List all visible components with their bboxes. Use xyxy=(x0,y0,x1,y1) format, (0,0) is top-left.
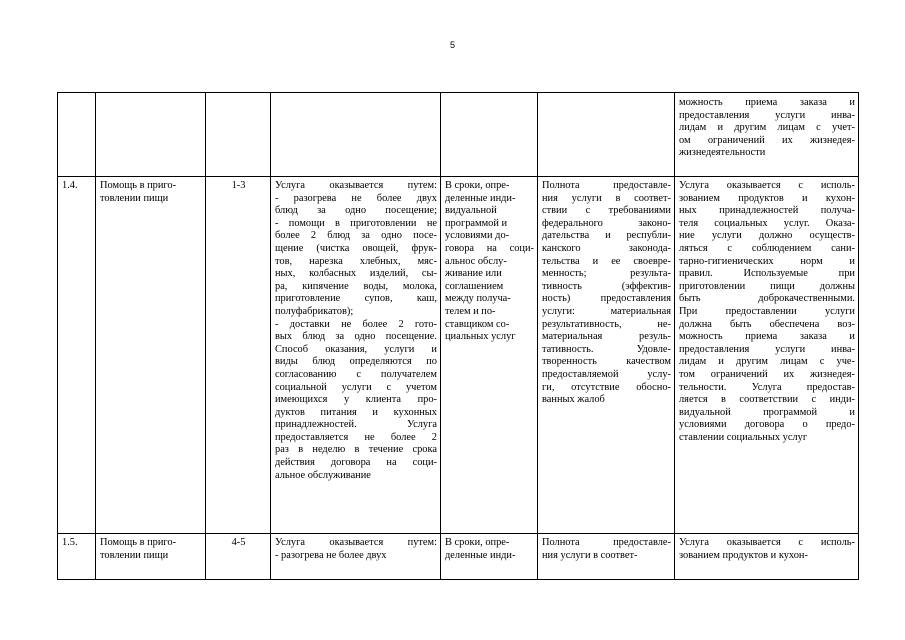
cell-line: федерального законо- xyxy=(542,217,671,229)
cell-line: Услуга оказывается с исполь- xyxy=(679,537,855,548)
cell-line: ляться с соблюдением сани- xyxy=(679,242,855,254)
cell-line: товлении пищи xyxy=(100,192,169,204)
cell-line: товлении пищи xyxy=(100,549,169,561)
cell-line: тельства и ее своевре- xyxy=(542,255,671,267)
cell-line: полуфабрикатов); xyxy=(275,305,354,317)
cell-timing xyxy=(441,177,538,534)
cell-line: щение (чистка овощей, фрук- xyxy=(275,242,437,254)
cell-line: условиями договора о предо- xyxy=(679,419,855,431)
cell-line: имеющихся у клиента про- xyxy=(275,394,437,406)
cell-line: тативность. Удовле- xyxy=(542,343,671,355)
cell-line: результативность, не- xyxy=(542,318,671,330)
cell-line: дуктов питания и кухонных xyxy=(275,406,437,418)
cell-period xyxy=(206,93,271,177)
cell-line: менность; результа- xyxy=(542,268,671,280)
cell-line: творенность качеством xyxy=(542,356,671,368)
cell-line: действия договора на соци- xyxy=(275,457,437,469)
cell-line: более 2 блюд за одно посе- xyxy=(275,230,437,242)
cell-line: ния услуги в соответ- xyxy=(542,192,671,204)
cell-line: приготовление супов, каш, xyxy=(275,293,437,305)
cell-period: 4-5 xyxy=(206,534,271,580)
cell-line: материальная резуль- xyxy=(542,331,671,343)
cell-line: Услуга оказывается путем: xyxy=(275,180,437,191)
cell-line: согласованию с получателем xyxy=(275,368,437,380)
cell-line: Полнота предоставле- xyxy=(542,180,671,191)
cell-conditions xyxy=(675,93,859,177)
cell-description xyxy=(271,534,441,580)
cell-line: Помощь в приго- xyxy=(100,180,177,191)
cell-line: - помощи в приготовлении не xyxy=(275,217,437,229)
cell-line: можность приема заказа и xyxy=(679,331,855,343)
cell-line: Услуга оказывается путем: xyxy=(275,537,437,548)
cell-line: При предоставлении услуги xyxy=(679,305,855,317)
cell-line: жизнедеятельности xyxy=(679,147,766,159)
cell-line: Услуга оказывается с исполь- xyxy=(679,180,855,191)
cell-line: ность) предоставления xyxy=(542,293,671,305)
cell-description xyxy=(271,93,441,177)
cell-line: предоставления услуги инва- xyxy=(679,343,855,355)
cell-line: деленные инди- xyxy=(445,549,516,561)
cell-quality xyxy=(538,534,675,580)
cell-quality xyxy=(538,177,675,534)
cell-line: социальной услуги с учетом xyxy=(275,381,437,393)
cell-line: альное обслуживание xyxy=(275,469,371,481)
cell-num: 1.4. xyxy=(58,177,96,534)
cell-quality xyxy=(538,93,675,177)
cell-line: лидам и другим лицам с учет- xyxy=(679,122,855,134)
cell-line: Помощь в приго- xyxy=(100,537,177,548)
cell-line: видуальной xyxy=(445,205,497,217)
cell-line: - разогрева не более двух xyxy=(275,549,387,561)
cell-line: ствии с требованиями xyxy=(542,205,671,217)
cell-line: том ограничений их жизнедея- xyxy=(679,368,855,380)
cell-line: ставлении социальных услуг xyxy=(679,431,808,443)
cell-line: деленные инди- xyxy=(445,192,516,204)
cell-line: - разогрева не более двух xyxy=(275,192,437,204)
cell-conditions xyxy=(675,177,859,534)
cell-line: соглашением xyxy=(445,280,504,292)
cell-name xyxy=(96,177,206,534)
cell-line: должна быть обеспечена воз- xyxy=(679,318,855,330)
cell-line: виды блюд определяются по xyxy=(275,356,437,368)
cell-line: Полнота предоставле- xyxy=(542,537,671,548)
table-row xyxy=(58,177,859,534)
cell-name xyxy=(96,534,206,580)
cell-num xyxy=(58,93,96,177)
cell-line: можность приема заказа и xyxy=(679,97,855,108)
cell-line: ставщиком со- xyxy=(445,318,510,330)
cell-line: предоставляемой услу- xyxy=(542,368,671,380)
cell-line: ванных жалоб xyxy=(542,394,605,406)
cell-num: 1.5. xyxy=(58,534,96,580)
cell-period: 1-3 xyxy=(206,177,271,534)
cell-description xyxy=(271,177,441,534)
cell-line: услуги: материальная xyxy=(542,305,671,317)
cell-line: зованием продуктов и кухон- xyxy=(679,192,855,204)
table-row xyxy=(58,93,859,177)
cell-line: принадлежностей. Услуга xyxy=(275,419,437,431)
cell-line: ляется в соответствии с инди- xyxy=(679,394,855,406)
cell-line: видуальной программой и xyxy=(679,406,855,418)
cell-line: правил. Используемые при xyxy=(679,268,855,280)
cell-line: быть доброкачественными. xyxy=(679,293,855,305)
cell-line: программой и xyxy=(445,217,508,229)
cell-line: тов, нарезка хлебных, мяс- xyxy=(275,255,437,267)
cell-line: ных, колбасных изделий, сы- xyxy=(275,268,437,280)
cell-line: говора на соци- xyxy=(445,242,534,254)
cell-line: ния услуги в соответ- xyxy=(542,549,638,561)
cell-line: В сроки, опре- xyxy=(445,180,510,191)
cell-line: телем и по- xyxy=(445,305,496,317)
cell-name xyxy=(96,93,206,177)
cell-line: альнос обслу- xyxy=(445,255,507,267)
cell-line: предоставления услуги инва- xyxy=(679,109,855,121)
table-row xyxy=(58,534,859,580)
cell-line: между получа- xyxy=(445,293,511,305)
cell-line: зованием продуктов и кухон- xyxy=(679,549,808,561)
page-number: 5 xyxy=(449,40,455,50)
cell-line: тарно-гигиенических норм и xyxy=(679,255,855,267)
cell-line: приготовлении пищи должны xyxy=(679,280,855,292)
cell-line: теля социальных услуг. Оказа- xyxy=(679,217,855,229)
cell-line: ных принадлежностей получа- xyxy=(679,205,855,217)
cell-line: В сроки, опре- xyxy=(445,537,510,548)
cell-line: - доставки не более 2 гото- xyxy=(275,318,437,330)
cell-line: канского законода- xyxy=(542,242,671,254)
cell-line: тивность (эффектив- xyxy=(542,280,671,292)
cell-conditions xyxy=(675,534,859,580)
cell-line: ом ограничений их жизнедея- xyxy=(679,134,855,146)
cell-line: тельности. Услуга предостав- xyxy=(679,381,855,393)
cell-line: Способ оказания, услуги и xyxy=(275,343,437,355)
cell-timing xyxy=(441,534,538,580)
cell-line: ра, кипячение воды, молока, xyxy=(275,280,437,292)
cell-line: живание или xyxy=(445,268,502,280)
cell-line: циальных услуг xyxy=(445,331,516,343)
cell-line: лидам и другим лицам с уче- xyxy=(679,356,855,368)
services-table xyxy=(57,92,859,580)
cell-line: блюд за одно посещение; xyxy=(275,205,437,217)
cell-line: ги, отсутствие обосно- xyxy=(542,381,671,393)
cell-timing xyxy=(441,93,538,177)
cell-line: дательства и республи- xyxy=(542,230,671,242)
cell-line: ние услуги должно осуществ- xyxy=(679,230,855,242)
cell-line: раз в неделю в течение срока xyxy=(275,444,437,456)
cell-line: условиями до- xyxy=(445,230,510,242)
cell-line: вых блюд за одно посещение. xyxy=(275,331,437,343)
cell-line: предоставляется не более 2 xyxy=(275,431,437,443)
